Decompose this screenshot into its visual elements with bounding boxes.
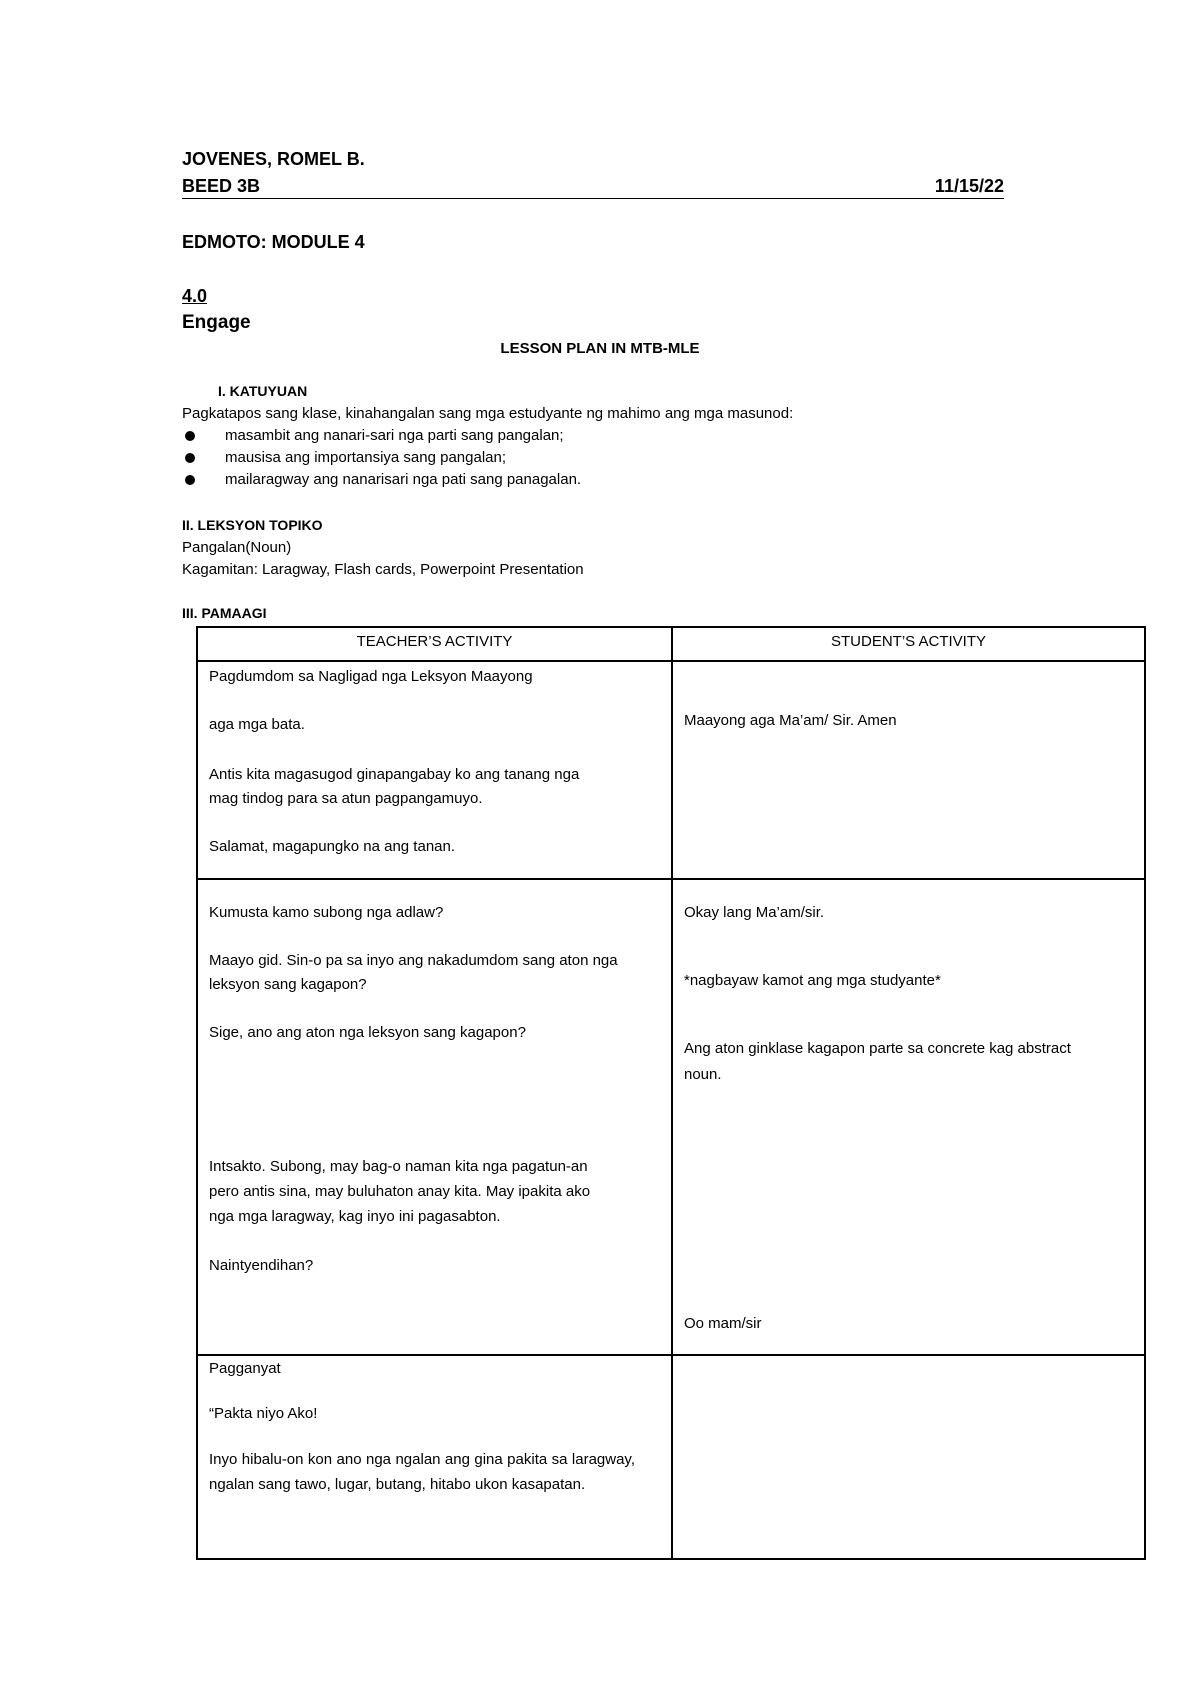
cell-line: Antis kita magasugod ginapangabay ko ang tanang nga — [209, 766, 580, 783]
cell-line: Naintyendihan? — [209, 1257, 314, 1274]
student-cell — [671, 662, 1144, 878]
activity-table — [196, 626, 1146, 1560]
list-item — [182, 448, 581, 470]
cell-line: Pagdumdom sa Nagligad nga Leksyon Maayong — [209, 668, 533, 685]
objectives-heading: I. KATUYUAN — [218, 383, 308, 399]
cell-line: Maayo gid. Sin-o pa sa inyo ang nakadumdom sang aton nga — [209, 952, 618, 969]
section-number: 4.0 — [182, 286, 208, 306]
cell-line: Intsakto. Subong, may bag-o naman kita nga pagatun-an — [209, 1158, 588, 1175]
objectives-list — [182, 426, 581, 492]
list-item — [182, 470, 581, 492]
course-date-row — [182, 176, 1004, 199]
cell-line: Pagganyat — [209, 1360, 281, 1377]
table-header-row — [198, 628, 1144, 660]
student-name: JOVENES, ROMEL B. — [182, 149, 365, 169]
cell-line: Okay lang Ma’am/sir. — [684, 904, 825, 921]
module-title: EDMOTO: MODULE 4 — [182, 232, 365, 252]
table-row — [198, 878, 1144, 1354]
table-row — [198, 1354, 1144, 1558]
cell-line: pero antis sina, may buluhaton anay kita. May ipakita ako — [209, 1183, 591, 1200]
section-title: Engage — [182, 312, 251, 333]
cell-line: Oo mam/sir — [684, 1315, 762, 1332]
date: 11/15/22 — [934, 176, 1004, 196]
cell-line: Ang aton ginklase kagapon parte sa concrete kag abstract — [684, 1040, 1071, 1057]
procedure-heading: III. PAMAAGI — [182, 605, 267, 621]
cell-line: leksyon sang kagapon? — [209, 976, 367, 993]
course-code: BEED 3B — [182, 176, 261, 196]
teacher-cell — [198, 880, 671, 1354]
topic-heading: II. LEKSYON TOPIKO — [182, 517, 323, 533]
teacher-column-header: TEACHER’S ACTIVITY — [356, 633, 513, 650]
topic-materials: Kagamitan: Laragway, Flash cards, Powerpoint Presentation — [182, 561, 584, 578]
student-cell — [671, 880, 1144, 1354]
topic-subject: Pangalan(Noun) — [182, 539, 292, 556]
cell-line: Sige, ano ang aton nga leksyon sang kagapon? — [209, 1024, 526, 1041]
list-item — [182, 426, 581, 448]
bullet-icon — [185, 431, 195, 441]
cell-paragraph: Inyo hibalu-on kon ano nga ngalan ang gina pakita sa laragway, ngalan sang tawo, lugar, butang, hitabo ukon kasapatan. — [209, 1451, 635, 1493]
teacher-cell — [198, 662, 671, 878]
cell-line: Maayong aga Ma’am/ Sir. Amen — [684, 712, 897, 729]
student-cell — [671, 1356, 1144, 1558]
objectives-intro: Pagkatapos sang klase, kinahangalan sang mga estudyante ng mahimo ang mga masunod: — [182, 405, 794, 422]
objective-text: masambit ang nanari-sari nga parti sang pangalan; — [225, 427, 564, 444]
cell-line: nga mga laragway, kag inyo ini pagasabton. — [209, 1208, 501, 1225]
document-title: LESSON PLAN IN MTB-MLE — [500, 340, 700, 357]
table-row — [198, 660, 1144, 878]
teacher-cell — [198, 1356, 671, 1558]
objective-text: mailaragway ang nanarisari nga pati sang panagalan. — [225, 471, 582, 488]
cell-line: “Pakta niyo Ako! — [209, 1405, 318, 1422]
cell-line: Salamat, magapungko na ang tanan. — [209, 838, 456, 855]
cell-line: aga mga bata. — [209, 716, 305, 733]
cell-line: Kumusta kamo subong nga adlaw? — [209, 904, 444, 921]
cell-line: mag tindog para sa atun pagpangamuyo. — [209, 790, 483, 807]
bullet-icon — [185, 475, 195, 485]
objective-text: mausisa ang importansiya sang pangalan; — [225, 449, 507, 466]
student-column-header: STUDENT’S ACTIVITY — [671, 628, 1144, 660]
cell-line: *nagbayaw kamot ang mga studyante* — [684, 972, 941, 989]
bullet-icon — [185, 453, 195, 463]
cell-line: noun. — [684, 1066, 722, 1083]
